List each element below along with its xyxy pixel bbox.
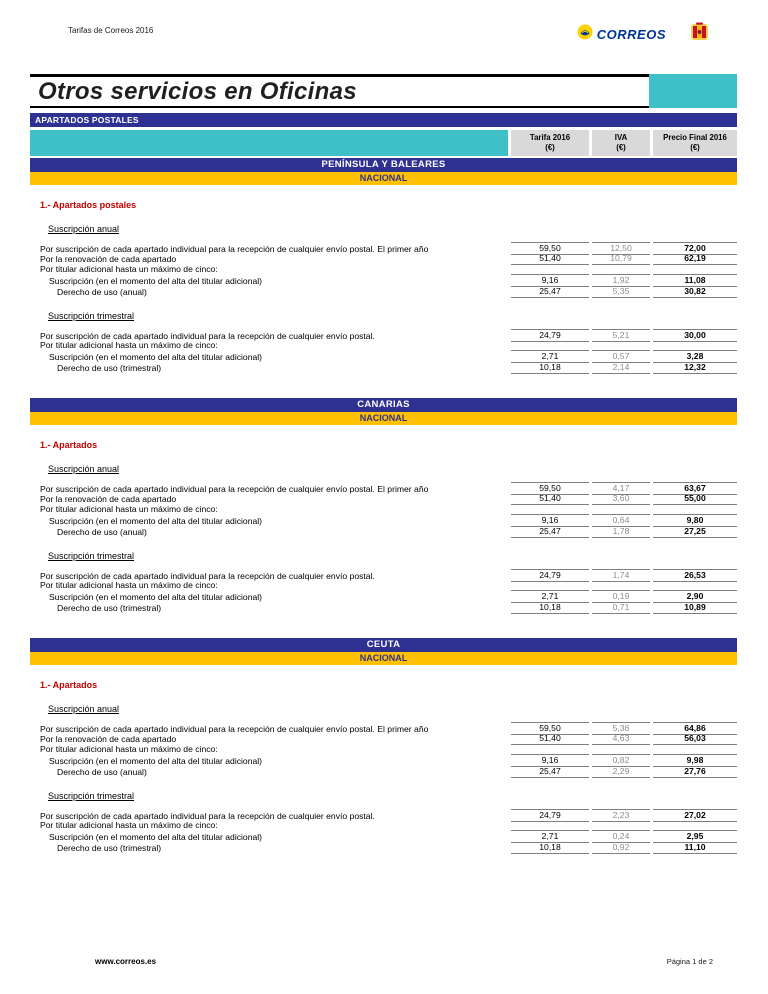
- iva-value: 0,82: [592, 755, 650, 767]
- group-subheading: Suscripción anual: [48, 464, 120, 474]
- iva-value: 0,92: [592, 842, 650, 854]
- column-header-iva: [592, 130, 650, 156]
- rate-group: [30, 224, 737, 297]
- precio-final-value: 56,03: [653, 733, 737, 745]
- tarifa-value: 2,71: [511, 591, 589, 603]
- document-reference: Tarifas de Correos 2016: [68, 26, 154, 35]
- precio-final-value: 30,00: [653, 329, 737, 342]
- rate-row-label: Suscripción (en el momento del alta del titular adicional): [49, 516, 263, 526]
- tarifa-value: 9,16: [511, 515, 589, 527]
- rate-row: [30, 482, 737, 493]
- iva-value: 5,35: [592, 286, 650, 298]
- precio-final-value: 63,67: [653, 482, 737, 495]
- tarifa-value: 51,40: [511, 253, 589, 265]
- header-spacer-cell: [30, 130, 508, 156]
- title-accent-block: [649, 74, 737, 108]
- rate-rows: [30, 329, 737, 373]
- tarifa-value: 2,71: [511, 831, 589, 843]
- region-title-bar: CEUTA: [30, 638, 737, 652]
- column-header-precio-line2: (€): [690, 143, 700, 152]
- rate-row: [30, 591, 737, 602]
- rate-row: [30, 722, 737, 733]
- region-title-bar: PENÍNSULA Y BALEARES: [30, 158, 737, 172]
- rate-groups: [30, 704, 737, 853]
- scope-bar: NACIONAL: [30, 652, 737, 665]
- section-heading: 1.- Apartados postales: [40, 200, 137, 210]
- section-heading: 1.- Apartados: [40, 680, 98, 690]
- tarifa-value: 59,50: [511, 242, 589, 255]
- correos-wordmark: CORREOS: [596, 27, 666, 42]
- rate-row-label: Suscripción (en el momento del alta del titular adicional): [49, 592, 263, 602]
- rate-row-label: Derecho de uso (anual): [57, 767, 147, 777]
- rate-row: [30, 526, 737, 537]
- iva-value: 4,63: [592, 733, 650, 745]
- logo-group: [577, 22, 737, 47]
- column-header-tarifa-line2: (€): [545, 143, 555, 152]
- rate-row: [30, 755, 737, 766]
- rate-row-label: Por titular adicional hasta un máximo de cinco:: [40, 744, 218, 754]
- rate-group: [30, 704, 737, 777]
- tarifa-value: 25,47: [511, 766, 589, 778]
- iva-value: 1,74: [592, 569, 650, 582]
- category-bar: APARTADOS POSTALES: [30, 113, 737, 127]
- column-header-precio: [653, 130, 737, 156]
- tarifa-value: 9,16: [511, 755, 589, 767]
- rate-rows: [30, 569, 737, 613]
- group-subheading: Suscripción anual: [48, 704, 120, 714]
- precio-final-value: 62,19: [653, 253, 737, 265]
- tarifa-value: 51,40: [511, 733, 589, 745]
- rate-row: [30, 253, 737, 264]
- rate-row: [30, 351, 737, 362]
- rate-row-label: Por suscripción de cada apartado individual para la recepción de cualquier envío postal. El primer año: [40, 244, 429, 254]
- precio-final-value: 9,98: [653, 755, 737, 767]
- tarifa-value: 10,18: [511, 842, 589, 854]
- precio-final-value: 2,95: [653, 831, 737, 843]
- region-title-bar: CANARIAS: [30, 398, 737, 412]
- rate-row-label: Por la renovación de cada apartado: [40, 254, 177, 264]
- tarifa-value: 51,40: [511, 493, 589, 505]
- precio-final-value: 30,82: [653, 286, 737, 298]
- iva-value: 0,64: [592, 515, 650, 527]
- iva-value: 1,92: [592, 275, 650, 287]
- iva-value: 0,71: [592, 602, 650, 614]
- page-title: Otros servicios en Oficinas: [38, 77, 357, 105]
- rate-row-label: Por suscripción de cada apartado individual para la recepción de cualquier envío postal.: [40, 811, 375, 821]
- rate-row: [30, 515, 737, 526]
- scope-bar: NACIONAL: [30, 172, 737, 185]
- column-header-tarifa: [511, 130, 589, 156]
- precio-final-value: 64,86: [653, 722, 737, 735]
- precio-final-value: 9,80: [653, 515, 737, 527]
- page-number-indicator: Página 1 de 2: [666, 957, 713, 966]
- rate-row-label: Por suscripción de cada apartado individual para la recepción de cualquier envío postal. El primer año: [40, 724, 429, 734]
- rate-row: [30, 569, 737, 580]
- document-header: [30, 22, 737, 46]
- rate-row: [30, 766, 737, 777]
- rate-row: [30, 831, 737, 842]
- rate-row: [30, 286, 737, 297]
- precio-final-value: 55,00: [653, 493, 737, 505]
- rate-row-label: Suscripción (en el momento del alta del titular adicional): [49, 832, 263, 842]
- scope-bar: NACIONAL: [30, 412, 737, 425]
- rate-row-label: Por titular adicional hasta un máximo de cinco:: [40, 580, 218, 590]
- rate-row-label: Por la renovación de cada apartado: [40, 494, 177, 504]
- spain-crest-icon: [690, 22, 709, 47]
- iva-value: 0,57: [592, 351, 650, 363]
- precio-final-value: 10,89: [653, 602, 737, 614]
- group-subheading: Suscripción trimestral: [48, 551, 135, 561]
- rate-rows: [30, 809, 737, 853]
- tarifa-value: 25,47: [511, 286, 589, 298]
- iva-value: 4,17: [592, 482, 650, 495]
- title-block: [30, 74, 737, 108]
- tarifa-value: 24,79: [511, 809, 589, 822]
- iva-value: 10,79: [592, 253, 650, 265]
- precio-final-value: 2,90: [653, 591, 737, 603]
- rate-rows: [30, 242, 737, 297]
- tarifa-value: 59,50: [511, 722, 589, 735]
- tarifa-value: 10,18: [511, 362, 589, 374]
- region-section: [30, 158, 737, 373]
- tarifa-value: 9,16: [511, 275, 589, 287]
- rate-row: [30, 602, 737, 613]
- rate-row: [30, 264, 737, 275]
- iva-value: 12,50: [592, 242, 650, 255]
- rate-row-label: Por titular adicional hasta un máximo de cinco:: [40, 264, 218, 274]
- rate-row: [30, 329, 737, 340]
- rate-row-label: Suscripción (en el momento del alta del titular adicional): [49, 352, 263, 362]
- tarifa-value: 2,71: [511, 351, 589, 363]
- rate-row: [30, 809, 737, 820]
- rate-row: [30, 733, 737, 744]
- rate-row: [30, 275, 737, 286]
- rate-row-label: Derecho de uso (anual): [57, 527, 147, 537]
- rate-groups: [30, 464, 737, 613]
- column-header-tarifa-line1: Tarifa 2016: [529, 133, 571, 142]
- iva-value: 1,78: [592, 526, 650, 538]
- iva-value: 2,23: [592, 809, 650, 822]
- precio-final-value: 27,76: [653, 766, 737, 778]
- iva-value: 5,21: [592, 329, 650, 342]
- precio-final-value: 26,53: [653, 569, 737, 582]
- rate-row-label: Por suscripción de cada apartado individual para la recepción de cualquier envío postal.: [40, 331, 375, 341]
- group-subheading: Suscripción trimestral: [48, 311, 135, 321]
- tarifa-value: 59,50: [511, 482, 589, 495]
- column-header-iva-line2: (€): [616, 143, 626, 152]
- precio-final-value: 3,28: [653, 351, 737, 363]
- tarifa-value: 24,79: [511, 569, 589, 582]
- rate-row-label: Derecho de uso (anual): [57, 287, 147, 297]
- rate-rows: [30, 482, 737, 537]
- rate-row-label: Por suscripción de cada apartado individual para la recepción de cualquier envío postal.: [40, 571, 375, 581]
- tarifa-value: 25,47: [511, 526, 589, 538]
- region-section: [30, 638, 737, 853]
- correos-emblem-icon: [577, 24, 593, 45]
- rate-row-label: Por titular adicional hasta un máximo de cinco:: [40, 820, 218, 830]
- rate-row-label: Suscripción (en el momento del alta del titular adicional): [49, 276, 263, 286]
- rate-row: [30, 504, 737, 515]
- precio-final-value: 11,08: [653, 275, 737, 287]
- rate-row-label: Derecho de uso (trimestral): [57, 363, 162, 373]
- rate-row-label: Suscripción (en el momento del alta del titular adicional): [49, 756, 263, 766]
- rate-group: [30, 791, 737, 853]
- precio-final-value: 11,10: [653, 842, 737, 854]
- rate-groups: [30, 224, 737, 373]
- rate-rows: [30, 722, 737, 777]
- column-header-iva-line1: IVA: [614, 133, 628, 142]
- iva-value: 2,14: [592, 362, 650, 374]
- rate-row: [30, 493, 737, 504]
- rate-group: [30, 464, 737, 537]
- tarifa-value: 24,79: [511, 329, 589, 342]
- region-section: [30, 398, 737, 613]
- sections-container: [30, 158, 737, 853]
- iva-value: 0,24: [592, 831, 650, 843]
- precio-final-value: 27,02: [653, 809, 737, 822]
- rate-row: [30, 242, 737, 253]
- iva-value: 0,19: [592, 591, 650, 603]
- title-box: [30, 74, 649, 108]
- rate-row-label: Derecho de uso (trimestral): [57, 603, 162, 613]
- precio-final-value: 72,00: [653, 242, 737, 255]
- table-column-header: [30, 130, 737, 156]
- page-content: [30, 0, 737, 853]
- iva-value: 3,60: [592, 493, 650, 505]
- rate-row-label: Por la renovación de cada apartado: [40, 734, 177, 744]
- correos-logo: [577, 24, 666, 45]
- iva-value: 2,29: [592, 766, 650, 778]
- section-heading: 1.- Apartados: [40, 440, 98, 450]
- column-header-precio-line1: Precio Final 2016: [663, 133, 727, 142]
- page-footer: [30, 957, 737, 966]
- tarifa-value: 10,18: [511, 602, 589, 614]
- group-subheading: Suscripción trimestral: [48, 791, 135, 801]
- rate-row-label: Derecho de uso (trimestral): [57, 843, 162, 853]
- group-subheading: Suscripción anual: [48, 224, 120, 234]
- rate-row-label: Por titular adicional hasta un máximo de cinco:: [40, 504, 218, 514]
- rate-row-label: Por suscripción de cada apartado individual para la recepción de cualquier envío postal. El primer año: [40, 484, 429, 494]
- rate-group: [30, 551, 737, 613]
- rate-row: [30, 744, 737, 755]
- rate-row-label: Por titular adicional hasta un máximo de cinco:: [40, 340, 218, 350]
- rate-row: [30, 842, 737, 853]
- precio-final-value: 27,25: [653, 526, 737, 538]
- iva-value: 5,36: [592, 722, 650, 735]
- precio-final-value: 12,32: [653, 362, 737, 374]
- footer-url-link[interactable]: www.correos.es: [95, 957, 157, 966]
- rate-row: [30, 362, 737, 373]
- rate-group: [30, 311, 737, 373]
